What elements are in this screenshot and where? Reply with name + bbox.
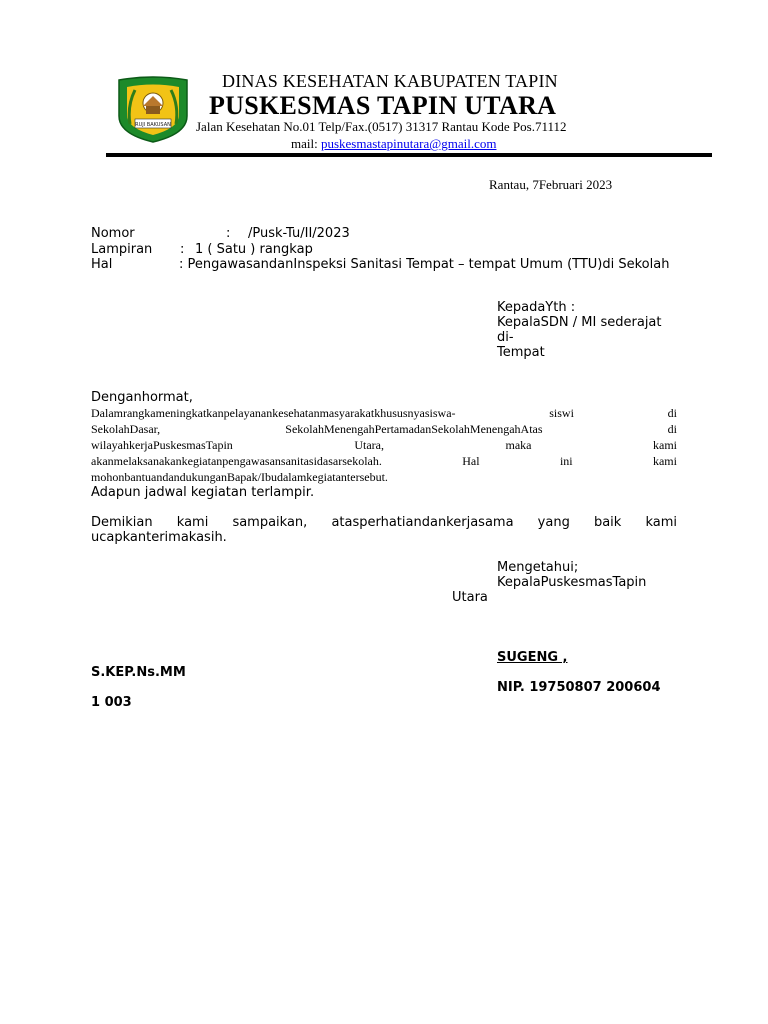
institution-address: Jalan Kesehatan No.01 Telp/Fax.(0517) 31317 Rantau Kode Pos.71112: [196, 119, 567, 134]
word: kami: [652, 454, 677, 468]
hal-value: : PengawasandanInspeksi Sanitasi Tempat – tempat Umum (TTU)di Sekolah: [179, 257, 670, 272]
word: kami: [653, 438, 677, 452]
signer-name: SUGENG ,: [497, 650, 568, 665]
body-line-5: mohonbantuandandukunganBapak/Ibudalamkegiatantersebut.: [91, 470, 388, 484]
body-line-2: [91, 422, 677, 437]
nomor-value: /Pusk-Tu/II/2023: [248, 226, 350, 241]
nomor-separator: :: [226, 226, 231, 241]
body-line-6: Adapun jadwal kegiatan terlampir.: [91, 485, 315, 500]
signer-title-line-1: KepalaPuskesmasTapin: [497, 575, 647, 590]
word: Utara,: [354, 438, 384, 452]
mail-label: mail:: [291, 136, 318, 151]
word: Hal: [462, 454, 480, 468]
body-line-3: [91, 438, 677, 453]
letterhead-rule: [106, 153, 712, 157]
word: kami: [645, 515, 677, 530]
closing-line-1: [91, 515, 677, 530]
recipient-line-1: KepadaYth :: [497, 300, 576, 315]
logo-motto-text: RUJI BAKUSAN: [135, 122, 171, 128]
mengetahui-label: Mengetahui;: [497, 560, 579, 575]
regency-logo-emblem: [115, 76, 191, 144]
word: wilayahkerjaPuskesmasTapin: [91, 438, 233, 452]
word: di: [667, 406, 677, 420]
recipient-line-3: di-: [497, 330, 514, 345]
mail-link[interactable]: puskesmastapinutara@gmail.com: [320, 136, 497, 151]
signer-nip-continued: 1 003: [91, 695, 132, 710]
word: baik: [593, 515, 622, 530]
lampiran-separator: :: [180, 242, 185, 257]
word: SekolahMenengahPertamadanSekolahMenengahAtas: [285, 422, 543, 436]
body-line-1: [91, 406, 677, 421]
word: atasperhatiandankerjasama: [331, 515, 514, 530]
closing-line-2: ucapkanterimakasih.: [91, 530, 227, 545]
word: siswi: [549, 406, 574, 420]
word: kami: [176, 515, 209, 530]
letter-date: Rantau, 7Februari 2023: [489, 177, 613, 192]
body-line-4: [91, 454, 677, 469]
signer-title-line-2: Utara: [452, 590, 488, 605]
hal-label: Hal: [91, 257, 113, 272]
lampiran-label: Lampiran: [91, 242, 153, 257]
recipient-line-4: Tempat: [497, 345, 545, 360]
greeting: Denganhormat,: [91, 390, 193, 405]
institution-mail: [291, 136, 496, 152]
word: Dalamrangkameningkatkanpelayanankesehatanmasyarakatkhususnyasiswa-: [91, 406, 456, 420]
word: sampaikan,: [232, 515, 308, 530]
signer-nip: NIP. 19750807 200604: [497, 680, 661, 695]
institution-name: PUSKESMAS TAPIN UTARA: [209, 91, 557, 120]
word: ini: [559, 454, 573, 468]
recipient-line-2: KepalaSDN / MI sederajat: [497, 315, 662, 330]
agency-name: DINAS KESEHATAN KABUPATEN TAPIN: [222, 71, 558, 91]
lampiran-value: 1 ( Satu ) rangkap: [195, 242, 313, 257]
word: SekolahDasar,: [91, 422, 161, 436]
signer-credentials: S.KEP.Ns.MM: [91, 665, 186, 680]
word: yang: [537, 515, 570, 530]
word: Demikian: [91, 515, 153, 530]
word: maka: [505, 438, 532, 452]
word: akanmelaksanakankegiatanpengawasansanitasidasarsekolah.: [91, 454, 382, 468]
word: di: [667, 422, 677, 436]
nomor-label: Nomor: [91, 226, 135, 241]
